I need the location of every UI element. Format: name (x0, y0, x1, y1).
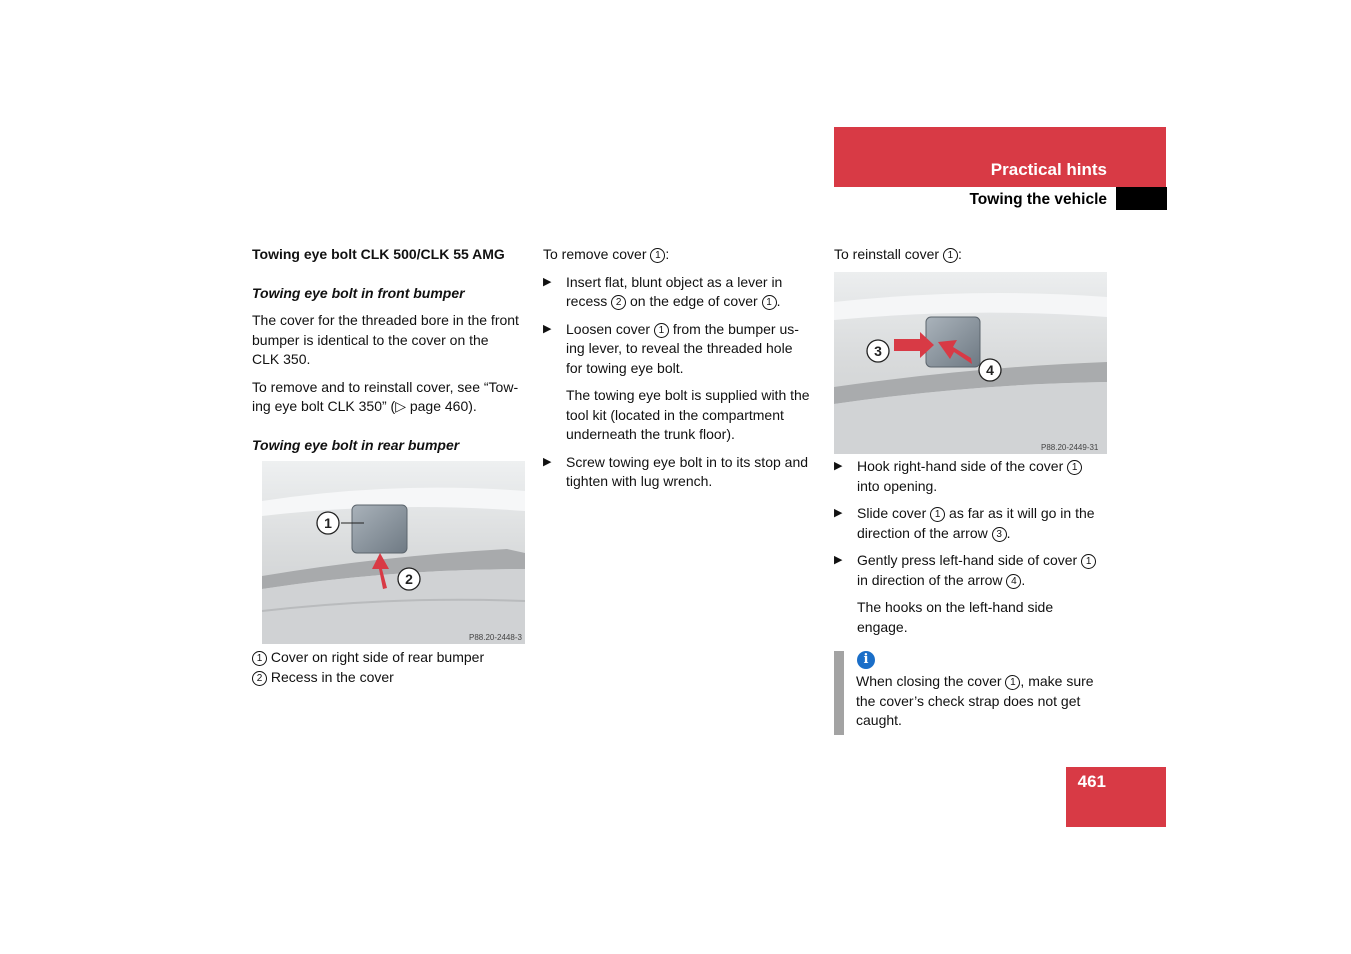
text-line: into opening. (857, 477, 938, 494)
bullet-arrow-icon: ▶ (834, 507, 843, 519)
text-line: tool kit (located in the compartment (566, 406, 784, 423)
info-icon: i (857, 651, 875, 669)
text-line: The towing eye bolt is supplied with the (566, 387, 810, 403)
text-line: engage. (857, 618, 908, 635)
step-item: ▶ Slide cover 1 as far as it will go in the direction of the arrow 3 . (834, 505, 1095, 541)
text-line: tighten with lug wrench. (566, 473, 713, 489)
circled-number: 1 (1067, 460, 1082, 475)
circled-number: 2 (252, 671, 267, 686)
paragraph-front (252, 311, 532, 370)
text-line: When closing the cover (856, 673, 1002, 689)
text-line: the cover’s check strap does not get (856, 692, 1081, 709)
circled-number: 1 (762, 295, 777, 310)
text-line: Gently press left-hand side of cover (857, 552, 1078, 568)
text-line: recess (566, 293, 608, 309)
remove-intro: To remove cover 1 : (543, 246, 670, 262)
circled-number: 1 (650, 248, 665, 263)
text-line: direction of the arrow (857, 524, 988, 541)
text-line: Insert flat, blunt object as a lever in (566, 273, 783, 290)
text-line: , make sure (1020, 673, 1094, 689)
column-2 (543, 245, 823, 492)
text-line: on the edge of cover (630, 293, 758, 309)
step-item: ▶ Gently press left-hand side of cover 1 in direction of the arrow 4 . (834, 551, 1114, 590)
text-line: CLK 350. (252, 351, 311, 367)
legend-item (252, 648, 532, 668)
callout-2: 2 (405, 571, 413, 587)
text-line: in direction of the arrow (857, 571, 1003, 588)
reinstall-intro: To reinstall cover 1 : (834, 246, 962, 262)
circled-number: 1 (930, 507, 945, 522)
callout-1: 1 (324, 515, 332, 531)
circled-number: 2 (611, 295, 626, 310)
paragraph-see-also (252, 378, 532, 417)
bullet-arrow-icon: ▶ (543, 322, 552, 335)
text-line: The hooks on the left-hand side (857, 599, 1054, 615)
text-line: To reinstall cover (834, 246, 940, 262)
image-code-2: P88.20-2449-31 (1041, 443, 1099, 452)
image-code-1: P88.20-2448-3 (469, 633, 522, 642)
reinstall-illustration (834, 272, 1107, 454)
legend (252, 648, 532, 687)
page-number: 461 (1077, 772, 1106, 791)
subheading-front: Towing eye bolt in front bumper (252, 284, 465, 301)
rear-bumper-drawing (262, 461, 525, 644)
text-line: Hook right-hand side of the cover (857, 458, 1064, 474)
step-item (834, 457, 1114, 496)
main-heading: Towing eye bolt CLK 500/CLK 55 AMG (252, 246, 505, 262)
note-paragraph (543, 386, 823, 445)
text-line: Slide cover (857, 505, 927, 521)
column-1 (252, 245, 532, 455)
legend-text: Recess in the cover (270, 668, 394, 685)
info-box-text (856, 672, 1116, 731)
text-line: as far as it will go in the (949, 505, 1095, 521)
info-box-bar (834, 651, 844, 735)
header-tab-marker (1116, 187, 1167, 210)
circled-number: 1 (1005, 675, 1020, 690)
text-line: ing lever, to reveal the threaded hole (566, 340, 793, 356)
callout-4: 4 (986, 362, 994, 378)
legend-text: Cover on right side of rear bumper (270, 649, 485, 665)
reinstall-drawing (834, 272, 1107, 454)
text-line: The cover for the threaded bore in the front (252, 312, 519, 328)
subheading-rear: Towing eye bolt in rear bumper (252, 436, 460, 453)
column-3 (834, 457, 1114, 637)
circled-number: 1 (252, 651, 267, 666)
subsection-title: Towing the vehicle (969, 191, 1107, 208)
bullet-arrow-icon: ▶ (543, 455, 552, 468)
rear-bumper-illustration (262, 461, 525, 644)
text-line: Screw towing eye bolt in to its stop and (566, 453, 809, 470)
step-item (543, 320, 823, 379)
step-item: ▶ Insert flat, blunt object as a lever in recess 2 on the edge of cover 1 . (543, 273, 783, 309)
step-item (543, 453, 823, 492)
circled-number: 3 (992, 527, 1007, 542)
circled-number: 1 (1081, 554, 1096, 569)
text-line: To remove cover (543, 246, 647, 262)
text-line: bumper is identical to the cover on the (252, 331, 489, 348)
bullet-arrow-icon: ▶ (543, 275, 552, 288)
section-title: Practical hints (990, 160, 1107, 179)
bullet-arrow-icon: ▶ (834, 460, 843, 472)
text-line: from the bumper us- (672, 320, 799, 337)
bullet-arrow-icon: ▶ (834, 554, 843, 566)
note-paragraph (834, 598, 1114, 637)
text-line: caught. (856, 712, 902, 728)
circled-number: 4 (1006, 574, 1021, 589)
text-line: To remove and to reinstall cover, see “Tow- (252, 378, 519, 395)
callout-3: 3 (874, 343, 882, 359)
legend-item (252, 668, 532, 688)
column-3-intro (834, 245, 1114, 265)
circled-number: 1 (654, 323, 669, 338)
text-line: for towing eye bolt. (566, 359, 684, 376)
page-reference: ing eye bolt CLK 350” (▷ page 460). (252, 398, 477, 414)
text-line: Loosen cover (566, 320, 651, 337)
text-line: underneath the trunk floor). (566, 426, 735, 442)
circled-number: 1 (943, 248, 958, 263)
